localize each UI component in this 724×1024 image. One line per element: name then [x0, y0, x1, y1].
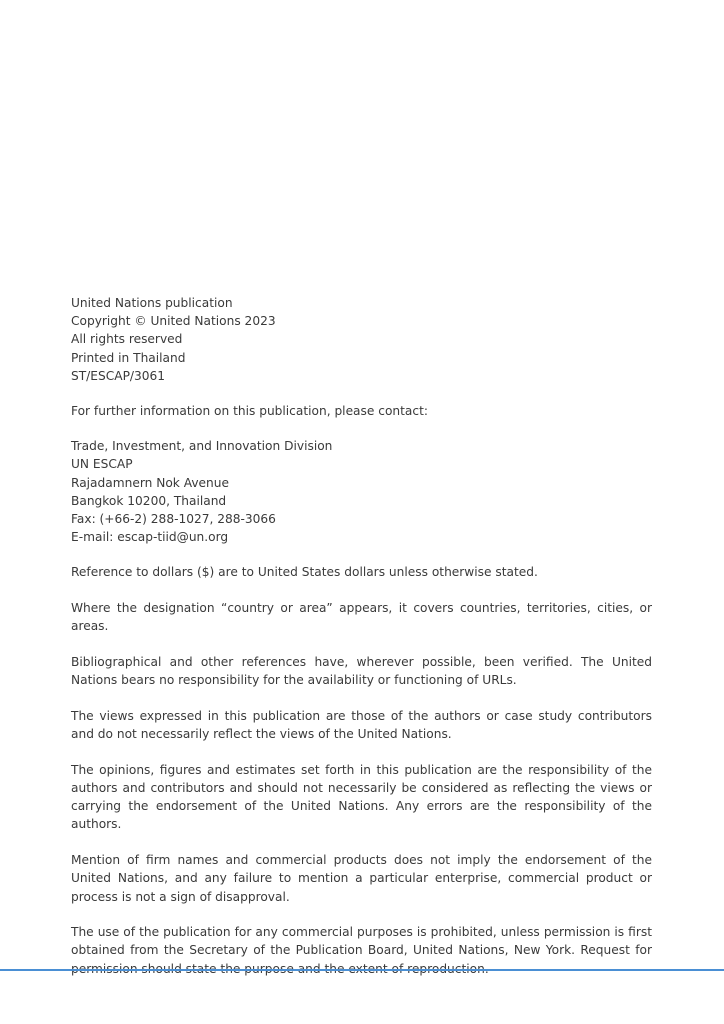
footer-rule [0, 969, 724, 971]
disclaimer-designation: Where the designation “country or area” appears, it covers countries, territories, cities, or areas. [71, 601, 652, 634]
print-location: Printed in Thailand [71, 350, 186, 365]
disclaimer-views: The views expressed in this publication are those of the authors or case study contributors and do not necessarily reflect the views of the United Nations. [71, 708, 652, 742]
publication-type: United Nations publication [71, 296, 233, 310]
contact-address-block [71, 437, 652, 546]
disclaimer-opinions: The opinions, figures and estimates set forth in this publication are the responsibility of the authors and contributors and should not necessarily be considered as reflecting the views or carrying the endorsement of the United Nations. Any errors are the responsibility of the authors. [71, 762, 652, 832]
street-address: Rajadamnern Nok Avenue [71, 475, 230, 490]
disclaimer-commercial-use: The use of the publication for any commercial purposes is prohibited, unless permission is first obtained from the Secretary of the Publication Board, United Nations, New York. Request for [71, 925, 652, 958]
contact-email: E-mail: escap-tiid@un.org [71, 530, 229, 545]
copyright-notice: Copyright © United Nations 2023 [71, 314, 276, 329]
city-address: Bangkok 10200, Thailand [71, 493, 227, 508]
disclaimer-references: Bibliographical and other references have, wherever possible, been verified. The United Nations bears no responsibility for the availability or functioning of URLs. [71, 655, 652, 688]
disclaimer-currency: Reference to dollars ($) are to United States dollars unless otherwise stated. [71, 565, 538, 580]
rights-statement: All rights reserved [71, 332, 183, 347]
fax-number: Fax: (+66-2) 288-1027, 288-3066 [71, 512, 276, 527]
imprint-block [71, 294, 652, 385]
contact-intro-block [71, 402, 652, 420]
organization-name: UN ESCAP [71, 457, 133, 472]
copyright-page-content [71, 294, 652, 978]
disclaimer-firm-names: Mention of firm names and commercial products does not imply the endorsement of the United Nations, and any failure to mention a particular enterprise, commercial product or process is not a sign of disapproval. [71, 853, 652, 904]
division-name: Trade, Investment, and Innovation Division [71, 439, 333, 454]
document-symbol: ST/ESCAP/3061 [71, 368, 166, 383]
contact-intro: For further information on this publication, please contact: [71, 404, 428, 419]
